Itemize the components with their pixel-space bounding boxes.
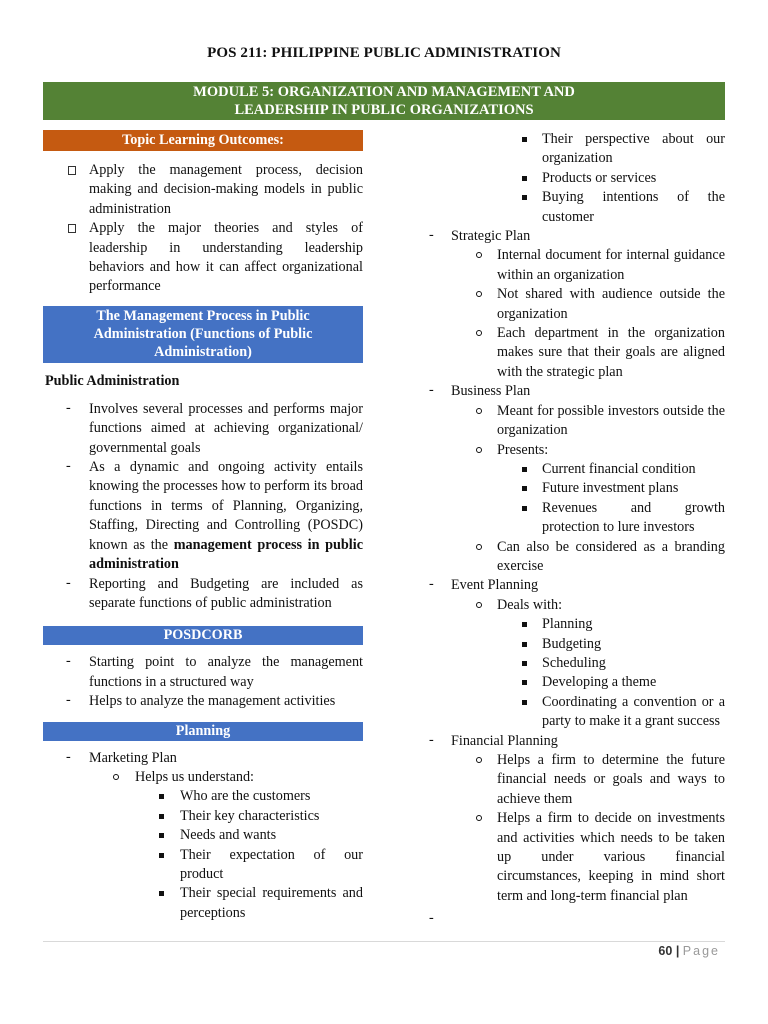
public-administration-title: Public Administration: [45, 372, 180, 389]
page-footer: [658, 944, 720, 958]
planning-heading: Planning: [43, 722, 363, 741]
list-item: - Starting point to analyze the management functions in a structured way: [66, 653, 363, 690]
list-item: - Event Planning: [429, 576, 539, 594]
circle-bullet-icon: [476, 291, 482, 297]
list-item: - Reporting and Budgeting are included as separate functions of public administration: [66, 574, 363, 611]
square-bullet-icon: [522, 700, 527, 705]
management-process-heading: The Management Process in Public Administration (Functions of Public Administration): [43, 306, 363, 363]
posdcorb-heading: POSDCORB: [43, 626, 363, 645]
circle-bullet-icon: [476, 544, 482, 550]
square-bullet-icon: [522, 661, 527, 666]
list-item: Presents:: [425, 441, 725, 460]
list-item: Deals with:: [425, 596, 725, 615]
posdcorb-list: [43, 653, 363, 711]
footer-separator: |: [675, 944, 680, 958]
list-item: Planning: [425, 615, 725, 634]
footer-divider: [43, 941, 725, 942]
square-bullet-icon: [522, 176, 527, 181]
document-title: POS 211: PHILIPPINE PUBLIC ADMINISTRATION: [207, 45, 561, 61]
list-item: Current financial condition: [425, 460, 725, 479]
list-item: Products or services: [425, 169, 725, 188]
list-item: Their perspective about our organization: [425, 130, 725, 169]
missing-glyph-icon: [68, 224, 76, 233]
circle-bullet-icon: [476, 447, 482, 453]
square-bullet-icon: [522, 486, 527, 491]
square-bullet-icon: [522, 467, 527, 472]
list-item: Apply the management process, decision making and decision-making models in public administration: [43, 161, 363, 219]
list-item: - Business Plan: [429, 382, 531, 400]
square-bullet-icon: [522, 642, 527, 647]
list-item: - Strategic Plan: [429, 227, 531, 245]
module-title-line-2: LEADERSHIP IN PUBLIC ORGANIZATIONS: [234, 102, 534, 118]
marketing-continued-list: [425, 130, 725, 227]
module-banner: [43, 82, 725, 120]
pa-list: [43, 400, 363, 613]
list-item: -: [429, 910, 434, 927]
planning-list: [43, 749, 363, 924]
square-bullet-icon: [159, 853, 164, 858]
list-item: Revenues and growth protection to lure investors: [425, 499, 725, 538]
circle-bullet-icon: [476, 252, 482, 258]
page-number: 60: [658, 944, 673, 958]
square-bullet-icon: [522, 680, 527, 685]
circle-bullet-icon: [113, 774, 119, 780]
list-item: Needs and wants: [43, 826, 363, 845]
list-item: Each department in the organization makes sure that their goals are aligned with the strategic plan: [425, 324, 725, 382]
right-column: [425, 130, 725, 927]
square-bullet-icon: [159, 814, 164, 819]
list-item: Not shared with audience outside the organization: [425, 285, 725, 324]
list-item: Meant for possible investors outside the organization: [425, 402, 725, 441]
tlo-list: [43, 161, 363, 297]
square-bullet-icon: [159, 833, 164, 838]
circle-bullet-icon: [476, 408, 482, 414]
list-item: Helps a firm to decide on investments and activities which needs to be taken up under various financial circumstances, keeping in mind short term and long-term financial plan: [425, 809, 725, 906]
module-title-line-1: MODULE 5: ORGANIZATION AND MANAGEMENT AND: [193, 84, 575, 100]
list-item: Buying intentions of the customer: [425, 188, 725, 227]
list-item: Helps a firm to determine the future financial needs or goals and ways to achieve them: [425, 751, 725, 809]
list-item: Their expectation of our product: [43, 846, 363, 885]
list-item: - Financial Planning: [429, 731, 558, 749]
list-item: Scheduling: [425, 654, 725, 673]
list-item: - Marketing Plan: [66, 748, 177, 766]
square-bullet-icon: [159, 794, 164, 799]
circle-bullet-icon: [476, 602, 482, 608]
list-item: Coordinating a convention or a party to make it a grant success: [425, 693, 725, 732]
list-item: Developing a theme: [425, 673, 725, 692]
square-bullet-icon: [522, 622, 527, 627]
circle-bullet-icon: [476, 330, 482, 336]
list-item: - Involves several processes and performs major functions aimed at achieving organizational/ governmental goals: [66, 399, 363, 456]
list-item: Who are the customers: [43, 787, 363, 806]
square-bullet-icon: [159, 891, 164, 896]
list-item: Their special requirements and perceptions: [43, 884, 363, 923]
list-item: Apply the major theories and styles of leadership in understanding leadership behaviors and how it can affect organizational performance: [43, 219, 363, 297]
page-label: Page: [682, 944, 720, 958]
circle-bullet-icon: [476, 757, 482, 763]
list-item: Helps us understand:: [43, 768, 363, 787]
list-item: - As a dynamic and ongoing activity entails knowing the processes how to perform its broad functions in terms of Planning, Organizing, Staffing, Directing and Controlling (POSDC) known as the management process in public administration: [66, 458, 363, 573]
list-item: Budgeting: [425, 635, 725, 654]
square-bullet-icon: [522, 506, 527, 511]
list-item: - Helps to analyze the management activities: [66, 692, 336, 710]
square-bullet-icon: [522, 195, 527, 200]
left-column: [43, 130, 363, 923]
management-process-term: management process in public administration: [89, 536, 363, 573]
list-item: Can also be considered as a branding exercise: [425, 538, 725, 577]
missing-glyph-icon: [68, 166, 76, 175]
list-item: Internal document for internal guidance within an organization: [425, 246, 725, 285]
square-bullet-icon: [522, 137, 527, 142]
circle-bullet-icon: [476, 815, 482, 821]
list-item: Future investment plans: [425, 479, 725, 498]
tlo-heading: Topic Learning Outcomes:: [43, 130, 363, 151]
list-item: Their key characteristics: [43, 807, 363, 826]
